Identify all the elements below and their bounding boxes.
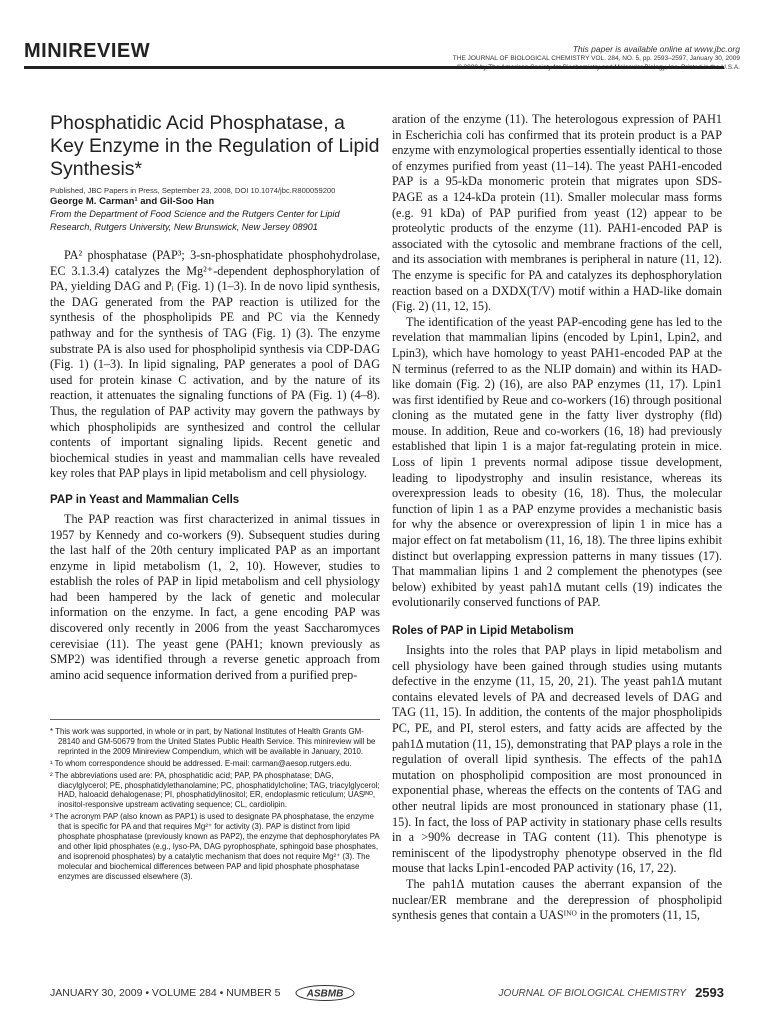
page-header [24, 40, 744, 80]
footnote: * This work was supported, in whole or in part, by National Institutes of Health Grants GM-28140 and GM-50679 from the United States Public Health Service. This minireview will be reprinted in the 2009 Minireview Compendium, which will be available in January, 2010. [50, 727, 376, 756]
right-column [392, 112, 722, 924]
body-paragraph: The pah1Δ mutation causes the aberrant expansion of the nuclear/ER membrane and the derepression of phospholipid synthesis genes that contain a UASᴵᴺᴼ in the promoters (11, 15, [392, 876, 722, 923]
footnote: ¹ To whom correspondence should be addressed. E-mail: carman@aesop.rutgers.edu. [50, 758, 352, 768]
left-column [50, 112, 380, 683]
authors: George M. Carman¹ and Gil-Soo Han [50, 196, 215, 207]
journal-citation: THE JOURNAL OF BIOLOGICAL CHEMISTRY VOL. 284, NO. 5, pp. 2593–2597, January 30, 2009 [452, 55, 740, 62]
issue-info: JANUARY 30, 2009 • VOLUME 284 • NUMBER 5 [50, 987, 281, 999]
body-paragraph: Insights into the roles that PAP plays in lipid metabolism and cell physiology have been gained through studies using mutants defective in the enzyme (11, 15, 20, 21). The yeast pah1Δ mutant contains elevated levels of PA and decreased levels of DAG and TAG (11, 15). In addition, the contents of the major phospholipids PC, PE, and PI, sterol esters, and fatty acids are affected by the pah1Δ mutation (11, 15), demonstrating that PAP plays a role in the regulation of overall lipid synthesis. The effects of the pah1Δ mutation on phospholipid composition are most pronounced in exponential phase, whereas the effects on the contents of TAG and other neutral lipids are most pronounced in stationary phase (11, 15). In fact, the loss of PAP activity in stationary phase cells results in a >90% decrease in TAG content (11). This phenotype is reminiscent of the lipodystrophy phenotype observed in the fld mouse that lacks Lpin1-encoded PAP activity (16, 17, 22). [392, 643, 722, 876]
logo-text: ASBMB [306, 988, 344, 1000]
section-label: MINIREVIEW [24, 40, 151, 62]
section-heading: Roles of PAP in Lipid Metabolism [392, 625, 574, 637]
online-note: This paper is available online at www.jbc.org [572, 44, 740, 54]
intro-paragraph: PA² phosphatase (PAP³; 3-sn-phosphatidate phosphohydrolase, EC 3.1.3.4) catalyzes the Mg²⁺-dependent dephosphorylation of PA, yielding DAG and Pᵢ (Fig. 1) (1–3). In de novo lipid synthesis, the DAG generated from the PAP reaction is utilized for the synthesis of the phospholipids PE and PC via the Kennedy pathway and for the synthesis of TAG (Fig. 1) (3). The enzyme substrate PA is also used for phospholipid synthesis via CDP-DAG (Fig. 1) (1–3). In lipid signaling, PAP generates a pool of DAG used for protein kinase C activation, and by the nature of its reaction, it attenuates the signaling functions of PA (Fig. 1) (4–8). Thus, the regulation of PAP activity may govern the pathways by which phospholipids are synthesized and control the cellular contents of important signaling lipids. Recent genetic and biochemical studies in yeast and mammalian cells have revealed key roles that PAP plays in lipid metabolism and cell physiology. [50, 248, 380, 481]
copyright: © 2009 by The American Society for Biochemistry and Molecular Biology, Inc. Printed in the U.S.A. [456, 64, 740, 71]
article-title: Phosphatidic Acid Phosphatase, a Key Enzyme in the Regulation of Lipid Synthesis* [50, 112, 380, 180]
header-rule [24, 66, 724, 69]
footnotes [50, 727, 380, 884]
body-paragraph: The PAP reaction was first characterized in animal tissues in 1957 by Kennedy and co-workers (9). Subsequent studies during the last half of the 20th century implicated PAP as an important enzyme in lipid metabolism (1, 2, 10). However, studies to establish the roles of PAP in lipid metabolism and cell physiology had been hampered by the lack of genetic and molecular information on the enzyme. In fact, a gene encoding PAP was discovered only recently in 2006 from the yeast Saccharomyces cerevisiae (11). The yeast gene (PAH1; known previously as SMP2) was identified through a reverse genetic approach from amino acid sequence information derived from a purified prep- [50, 511, 380, 682]
page-number: 2593 [695, 985, 724, 1000]
section-heading: PAP in Yeast and Mammalian Cells [50, 493, 240, 506]
body-paragraph: aration of the enzyme (11). The heterologous expression of PAH1 in Escherichia coli has confirmed that its protein product is a PAP enzyme with enzymological properties essentially identical to those of enzymes purified from yeast (11–14). The yeast PAH1-encoded PAP is a 95-kDa monomeric protein that migrates upon SDS-PAGE as a 124-kDa protein (11). Smaller molecular mass forms (e.g. 91 kDa) of PAP purified from yeast (12) appear to be proteolytic products of the enzyme (11). PAH1-encoded PAP is associated with the cytosolic and membrane fractions of the cell, and its association with membranes is peripheral in nature (11, 12). The enzyme is specific for PA and catalyzes its dephosphorylation reaction based on a DXDX(T/V) motif within a HAD-like domain (Fig. 2) (11, 12, 15). [392, 112, 722, 314]
footnote-rule [50, 719, 380, 720]
asbmb-logo [295, 985, 355, 1001]
footnote: ³ The acronym PAP (also known as PAP1) is used to designate PA phosphatase, the enzyme that is specific for PA and that requires Mg²⁺ for activity (3). PAP is distinct from lipid phosphate phosphatase (previously known as PAP2), the enzyme that dephosphorylates PA and other lipid phosphates (e.g., lyso-PA, DAG pyrophosphate, sphingoid base phosphates, and isoprenoid phosphates) by a catalytic mechanism that does not require Mg²⁺ (3). The molecular and biochemical differences between PAP and lipid phosphate phosphatase enzymes are discussed elsewhere (3). [50, 812, 380, 881]
affiliation: From the Department of Food Science and the Rutgers Center for Lipid Research, Rutgers University, New Brunswick, New Jersey 08901 [50, 209, 340, 232]
footnote: ² The abbreviations used are: PA, phosphatidic acid; PAP, PA phosphatase; DAG, diacylglycerol; PE, phosphatidylethanolamine; PC, phosphatidylcholine; TAG, triacylglycerol; HAD, haloacid dehalogenase; PI, phosphatidylinositol; ER, endoplasmic reticulum; UASᴵᴺᴼ, inositol-responsive upstream activating sequence; CL, cardiolipin. [50, 770, 380, 810]
body-paragraph: The identification of the yeast PAP-encoding gene has led to the revelation that mammalian lipins (encoded by Lpin1, Lpin2, and Lpin3), which have homology to yeast PAH1-encoded PAP at the N terminus (referred to as the NLIP domain) and within its HAD-like domain (Fig. 2) (16), are also PAP enzymes (11, 17). Lpin1 was first identified by Reue and co-workers (16) through positional cloning as the mutated gene in the fatty liver dystrophy (fld) mouse. In addition, Reue and co-workers (16, 18) had previously established that lipin 1 is a major fat-regulating protein in mice. Loss of lipin 1 prevents normal adipose tissue development, leading to lipodystrophy and insulin resistance, whereas its overexpression leads to obesity (16, 18). Thus, the molecular function of lipin 1 as a PAP enzyme provides a mechanistic basis for why the absence or overexpression of lipin 1 in mice has a major effect on fat metabolism (11, 16, 18). The three lipins exhibit distinct but overlapping expression patterns in many tissues (17). That mammalian lipins 1 and 2 complement the phenotypes (see below) exhibited by yeast pah1Δ mutant cells (19) indicates the evolutionarily conserved functions of PAP. [392, 314, 722, 610]
publication-info: Published, JBC Papers in Press, September 23, 2008, DOI 10.1074/jbc.R800059200 [50, 186, 336, 195]
journal-name: JOURNAL OF BIOLOGICAL CHEMISTRY [498, 988, 686, 999]
page-footer [50, 985, 724, 1005]
